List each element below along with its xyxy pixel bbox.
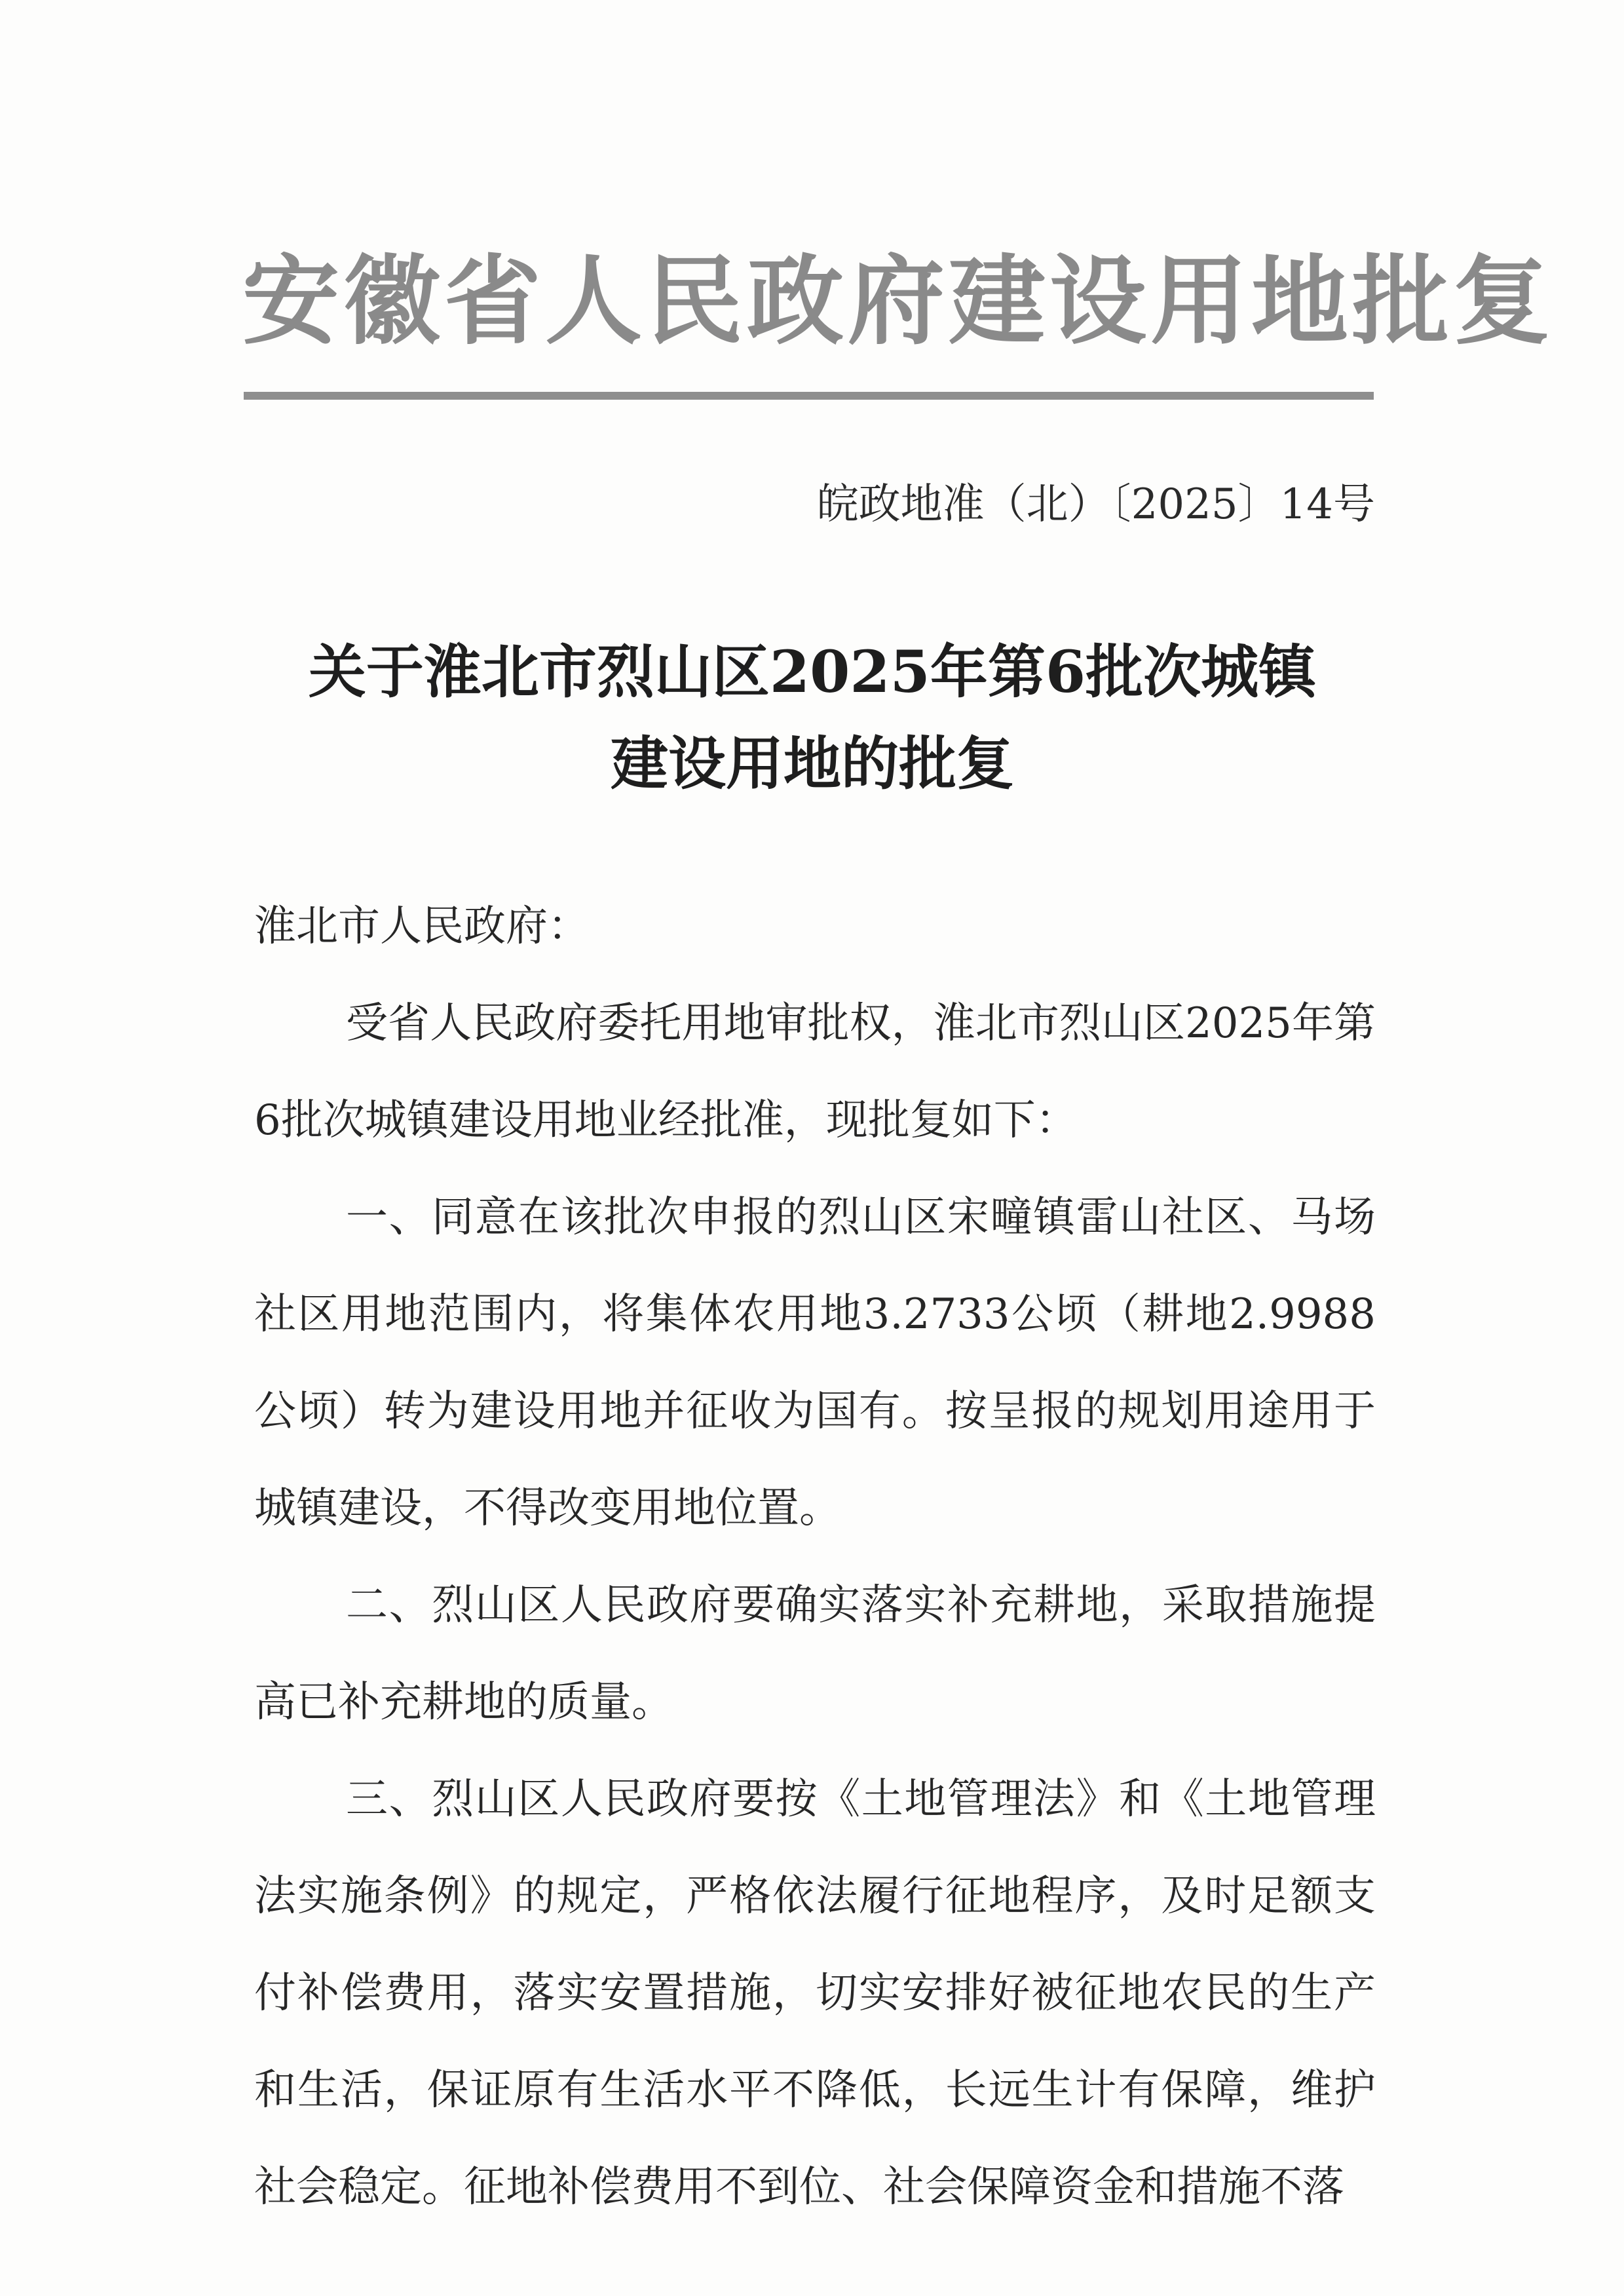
paragraph-item-2: 二、烈山区人民政府要确实落实补充耕地，采取措施提高已补充耕地的质量。 <box>254 1581 1376 1727</box>
document-body <box>254 871 1376 2236</box>
paragraph-item-3: 三、烈山区人民政府要按《土地管理法》和《土地管理法实施条例》的规定，严格依法履行征地程序，及时足额支付补偿费用，落实安置措施，切实安排好被征地农民的生产和生活，保证原有生活水平不降低，长远生计有保障，维护社会稳定。征地补偿费用不到位、社会保障资金和措施不落 <box>254 1775 1376 2211</box>
paragraph-item-1: 一、同意在该批次申报的烈山区宋疃镇雷山社区、马场社区用地范围内，将集体农用地3.2733公顷（耕地2.9988公顷）转为建设用地并征收为国有。按呈报的规划用途用于城镇建设，不得改变用地位置。 <box>254 1193 1376 1533</box>
masthead-title: 安徽省人民政府建设用地批复 <box>242 244 1554 358</box>
document-number: 皖政地准（北）〔2025〕14号 <box>816 480 1375 529</box>
paragraph-intro: 受省人民政府委托用地审批权，淮北市烈山区2025年第6批次城镇建设用地业经批准，现批复如下： <box>254 999 1376 1145</box>
salutation: 淮北市人民政府： <box>254 902 590 951</box>
document-title-line-1: 关于淮北市烈山区2025年第6批次城镇 <box>308 638 1317 706</box>
masthead-divider <box>244 392 1374 400</box>
document-title <box>249 626 1376 809</box>
document-title-line-2: 建设用地的批复 <box>610 729 1014 797</box>
